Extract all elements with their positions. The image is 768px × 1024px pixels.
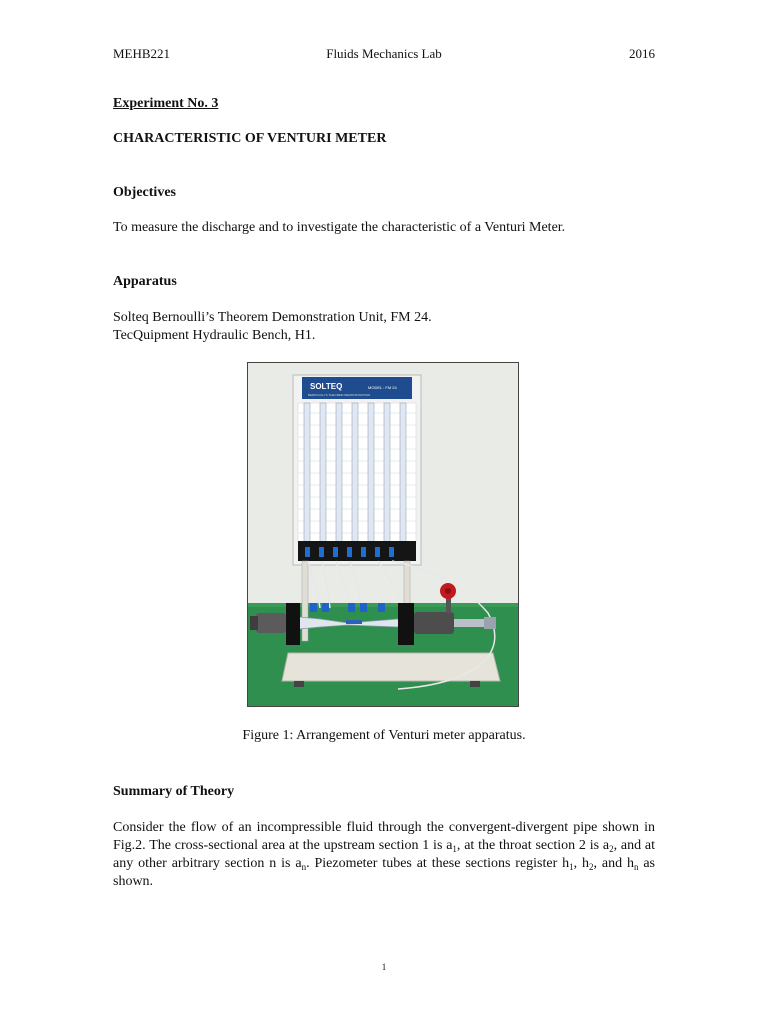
header-lab: Fluids Mechanics Lab [326,46,442,61]
panel-model-label: MODEL : FM 24 [368,385,397,390]
theory-paragraph: Consider the flow of an incompressible fluid through the convergent-divergent pipe shown in Fig.2. The cross-sectional area at the upstream section 1 is $a_1$, at the throat section 2 is $a_2$, and at any other arbitrary section n is $a_n$. Piezometer tubes at these sections register $h_1$, $h_2$, and $h_n$ as shown. [113,820,655,889]
figure-caption: Figure 1: Arrangement of Venturi meter apparatus. [242,728,526,743]
page-title: CHARACTERISTIC OF VENTURI METER [113,131,387,146]
apparatus-photo [247,362,519,707]
theory-heading: Summary of Theory [113,784,235,799]
objectives-text: To measure the discharge and to investigate the characteristic of a Venturi Meter. [113,220,566,235]
header-year: 2016 [629,46,655,61]
panel-brand-label: SOLTEQ [310,382,343,391]
apparatus-heading: Apparatus [113,274,177,289]
experiment-number: Experiment No. 3 [113,96,219,111]
panel-subtitle-label: BERNOULLI'S THEOREM DEMONSTRATION [308,393,371,397]
apparatus-item-2: TecQuipment Hydraulic Bench, H1. [113,328,316,343]
page-number: 1 [381,962,387,972]
venturi-apparatus-illustration [248,363,518,706]
objectives-heading: Objectives [113,185,176,200]
apparatus-item-1: Solteq Bernoulli’s Theorem Demonstration Unit, FM 24. [113,310,432,325]
header-course: MEHB221 [113,46,171,61]
